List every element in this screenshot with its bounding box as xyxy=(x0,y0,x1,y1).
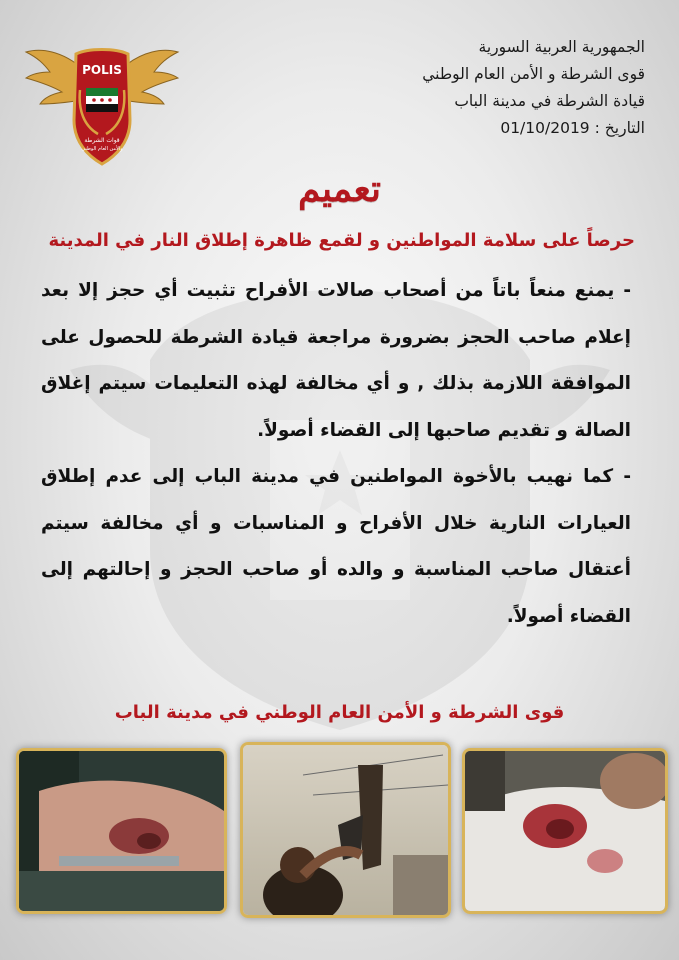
header-authority-line: قوى الشرطة و الأمن العام الوطني xyxy=(422,65,645,83)
header-country-line: الجمهورية العربية السورية xyxy=(478,38,645,56)
body-paragraph-2: - كما نهيب بالأخوة المواطنين في مدينة الباب إلى عدم إطلاق العيارات النارية خلال الأفراح و المناسبات و أي مخالفة سيتم أعتقال صاحب المناسبة و والده أو صاحب الحجز و إحالتهم إلى القضاء أصولاً. xyxy=(41,466,631,627)
issuer-signature: قوى الشرطة و الأمن العام الوطني في مدينة الباب xyxy=(114,702,565,723)
header-date-line xyxy=(345,115,645,142)
police-emblem-logo xyxy=(22,30,182,170)
circular-body xyxy=(41,268,631,640)
date-value: 01/10/2019 xyxy=(500,119,590,137)
page-title: تعميم xyxy=(297,168,382,210)
circular-subtitle: حرصاً على سلامة المواطنين و لقمع ظاهرة إطلاق النار في المدينة xyxy=(48,230,635,251)
injured-man-photo xyxy=(462,748,668,914)
header-command-line: قيادة الشرطة في مدينة الباب xyxy=(454,92,645,110)
date-label: التاريخ : xyxy=(594,119,645,137)
svg-text:والأمن العام الوطني: والأمن العام الوطني xyxy=(81,146,123,152)
man-firing-rifle-photo xyxy=(240,742,451,918)
injured-arm-photo xyxy=(16,748,227,914)
svg-text:POLIS: POLIS xyxy=(82,63,122,77)
svg-text:قوات الشرطة: قوات الشرطة xyxy=(84,137,120,144)
document-header xyxy=(345,34,645,142)
body-paragraph-1: - يمنع منعاً باتاً من أصحاب صالات الأفراح تثبيت أي حجز إلا بعد إعلام صاحب الحجز بضرورة مراجعة قيادة الشرطة للحصول على الموافقة اللازمة بذلك , و أي مخالفة لهذه التعليمات سيتم إغلاق الصالة و تقديم صاحبها إلى القضاء أصولاً. xyxy=(41,280,631,441)
